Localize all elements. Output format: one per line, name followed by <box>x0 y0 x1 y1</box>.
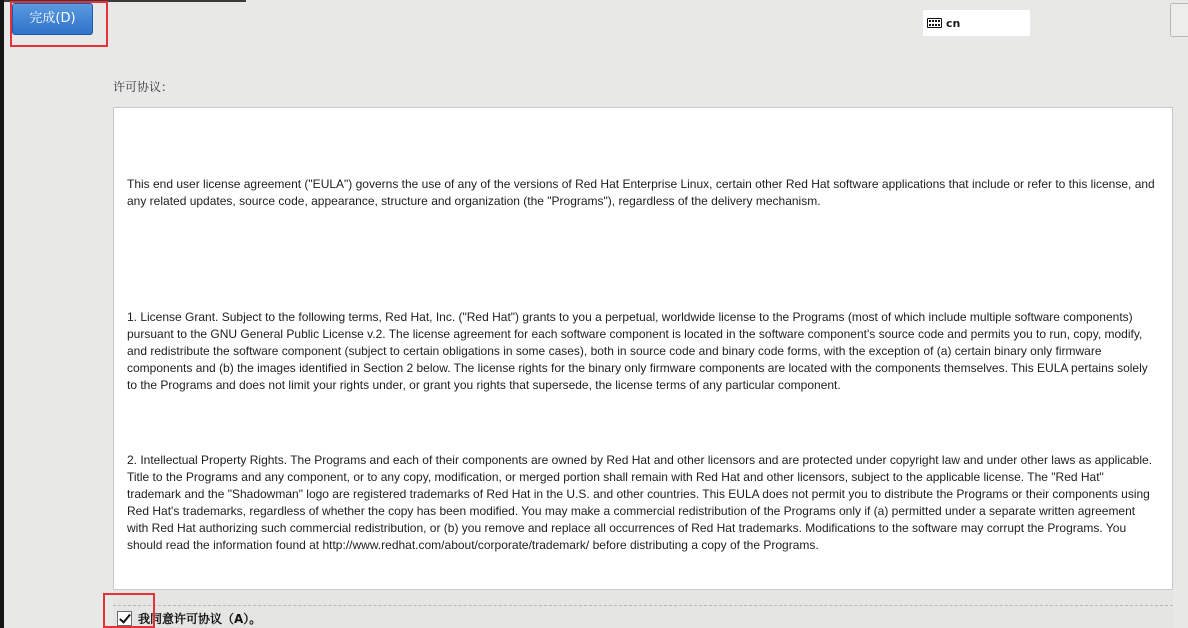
license-paragraph: This end user license agreement ("EULA") governs the use of any of the versions of Red Hat Enterprise Linux, certain other Red Hat software applications that include or refer to this license, and any related updates, source code, appearance, structure and organization (the "Programs"), regardless of the delivery mechanism. <box>127 177 1155 208</box>
agreement-area <box>113 590 1173 628</box>
license-paragraph: 1. License Grant. Subject to the following terms, Red Hat, Inc. ("Red Hat") grants to you a perpetual, worldwide license to the Programs (most of which include multiple software components) pursuant to the GNU General Public License v.2. The license agreement for each software component is located in the software component's source code and permits you to run, copy, modify, and redistribute the software component (subject to certain obligations in some cases), both in source code and binary code forms, with the exception of (a) certain binary only firmware components and (b) the images identified in Section 2 below. The license rights for the binary only firmware components are located with the components themselves. This EULA pertains solely to the Programs and does not limit your rights under, or grant you rights that supersede, the license terms of any particular component. <box>127 310 1148 392</box>
license-section-label: 许可协议： <box>113 80 174 94</box>
left-edge-strip <box>0 0 4 628</box>
keyboard-layout-indicator[interactable] <box>923 10 1030 36</box>
help-button-edge[interactable] <box>1170 3 1188 37</box>
focus-divider <box>113 605 1173 606</box>
keyboard-layout-label: cn <box>946 16 961 30</box>
license-paragraph: 2. Intellectual Property Rights. The Programs and each of their components are owned by Red Hat and other licensors and are protected under copyright law and under other laws as applicable. Title to the Programs and any component, or to any copy, modification, or merged portion shall remain with Red Hat and other licensors, subject to the applicable license. The "Red Hat" trademark and the "Shadowman" logo are registered trademarks of Red Hat in the U.S. and other countries. This EULA does not permit you to distribute the Programs or their components using Red Hat's trademarks, regardless of whether the copy has been modified. You may make a commercial redistribution of the Programs only if (a) permitted under a separate written agreement with Red Hat authorizing such commercial redistribution, or (b) you remove and replace all occurrences of Red Hat trademarks. Modifications to the software may corrupt the Programs. You should read the information found at http://www.redhat.com/about/corporate/trademark/ before distributing a copy of the Programs. <box>127 453 1153 552</box>
agree-checkbox[interactable] <box>117 611 132 626</box>
done-button[interactable]: 完成(D) <box>12 3 93 35</box>
license-text-view[interactable] <box>113 107 1173 590</box>
header-top-line <box>4 0 246 2</box>
agree-label[interactable]: 我同意许可协议（A）。 <box>138 611 262 626</box>
agree-row[interactable] <box>117 609 261 627</box>
keyboard-icon <box>927 18 942 28</box>
